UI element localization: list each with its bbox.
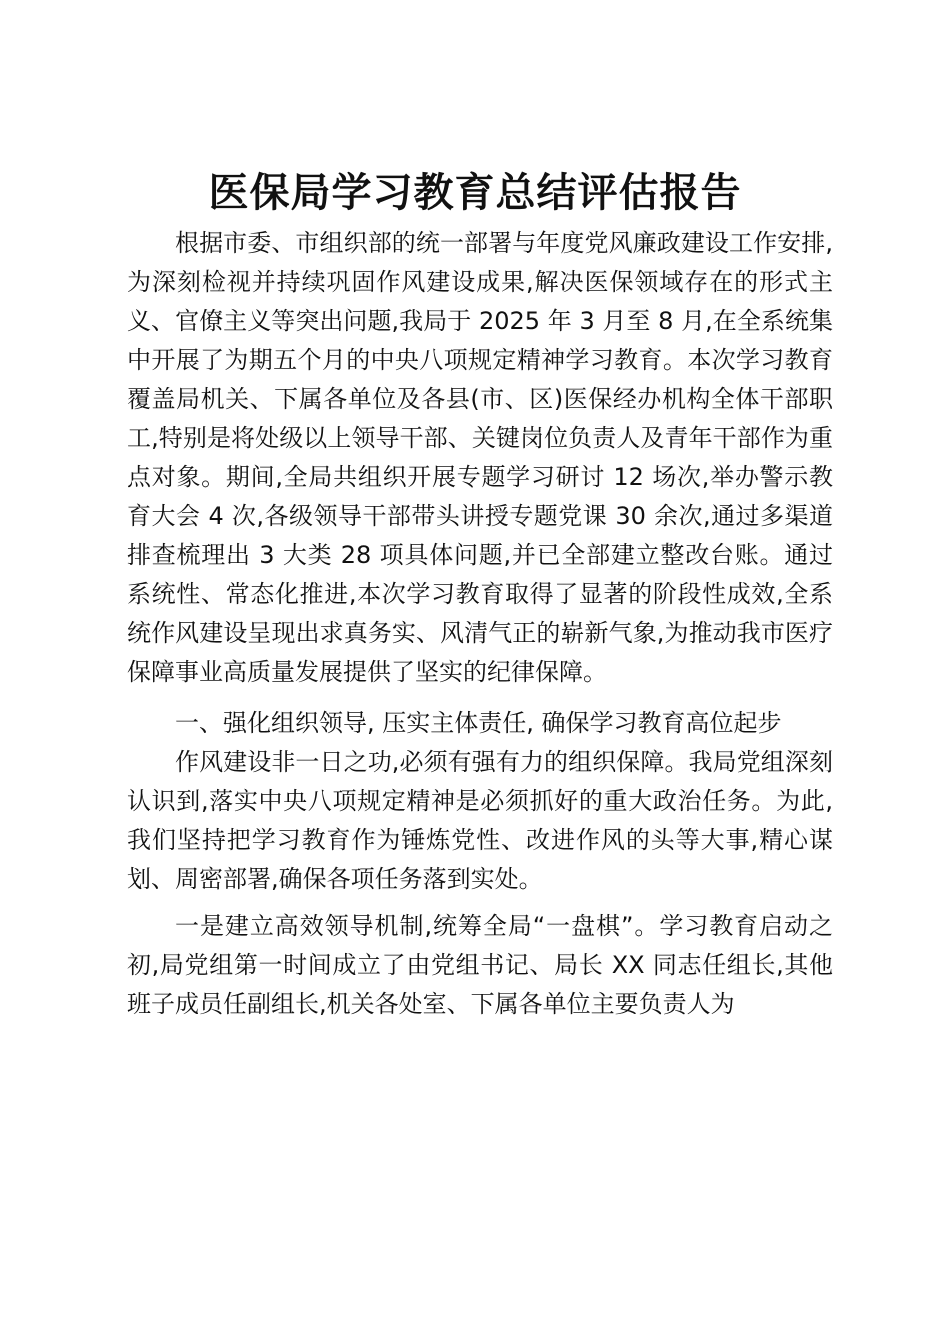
section-1-heading: 一、强化组织领导, 压实主体责任, 确保学习教育高位起步: [175, 709, 782, 737]
section-1-paragraph-1: 作风建设非一日之功,必须有强有力的组织保障。我局党组深刻认识到,落实中央八项规定精神是必须抓好的重大政治任务。为此,我们坚持把学习教育作为锤炼党性、改进作风的头等大事,精心谋划、周密部署,确保各项任务落到实处。: [127, 748, 833, 893]
document-body: [127, 224, 833, 1024]
document-title: 医保局学习教育总结评估报告: [208, 169, 742, 216]
section-1-paragraph-2: 一是建立高效领导机制,统筹全局“一盘棋”。学习教育启动之初,局党组第一时间成立了由党组书记、局长 XX 同志任组长,其他班子成员任副组长,机关各处室、下属各单位主要负责人为: [127, 912, 833, 1018]
intro-paragraph: 根据市委、市组织部的统一部署与年度党风廉政建设工作安排,为深刻检视并持续巩固作风建设成果,解决医保领域存在的形式主义、官僚主义等突出问题,我局于 2025 年 3 月至 8 月,在全系统集中开展了为期五个月的中央八项规定精神学习教育。本次学习教育覆盖局机关、下属各单位及各县(市、区)医保经办机构全体干部职工,特别是将处级以上领导干部、关键岗位负责人及青年干部作为重点对象。期间,全局共组织开展专题学习研讨 12 场次,举办警示教育大会 4 次,各级领导干部带头讲授专题党课 30 余次,通过多渠道排查梳理出 3 大类 28 项具体问题,并已全部建立整改台账。通过系统性、常态化推进,本次学习教育取得了显著的阶段性成效,全系统作风建设呈现出求真务实、风清气正的崭新气象,为推动我市医疗保障事业高质量发展提供了坚实的纪律保障。: [127, 229, 833, 686]
